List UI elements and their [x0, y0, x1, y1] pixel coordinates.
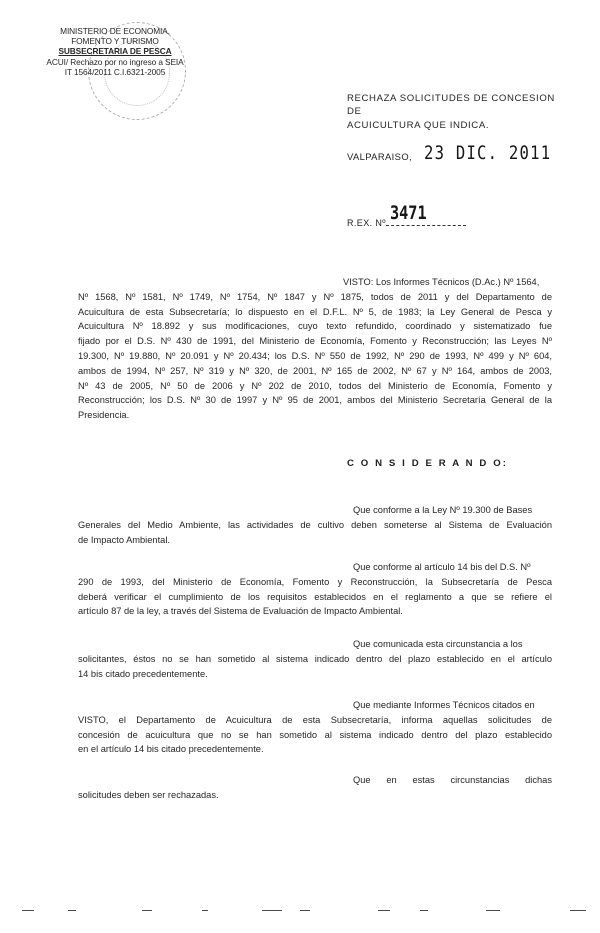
- considerando-line: Que conforme a la Ley Nº 19.300 de Bases: [353, 505, 533, 515]
- considerando-line: 14 bis citado precedentemente.: [78, 668, 208, 679]
- header-line-ministry: MINISTERIO DE ECONOMIA,: [60, 26, 170, 36]
- scan-mark: [262, 910, 282, 911]
- scan-mark: [142, 910, 152, 911]
- considerando-line: en el artículo 14 bis citado precedentemente.: [78, 744, 264, 755]
- resolution-number-underline: [386, 225, 466, 226]
- title-line-2: ACUICULTURA QUE INDICA.: [347, 119, 490, 131]
- resolution-number: 3471: [390, 202, 427, 224]
- scan-mark: [22, 910, 34, 911]
- visto-line: Acuicultura Nº 18.892 y sus modificaciones, cuyo texto refundido, coordinado y sistematizado fue: [78, 321, 552, 332]
- considerando-line: Que mediante Informes Técnicos citados en: [353, 700, 535, 710]
- visto-line: ambos de 1994, Nº 257, Nº 319 y Nº 320, de 2001, Nº 165 de 2002, Nº 67 y Nº 164, ambos de 2003,: [78, 365, 552, 376]
- header-line-case-number: IT 1564/2011 C.I.6321-2005: [64, 66, 166, 77]
- scan-mark: [378, 910, 390, 911]
- visto-paragraph: [78, 275, 552, 423]
- scan-mark: [68, 910, 76, 911]
- considerando-paragraph-4: [78, 698, 552, 757]
- header-line-reference: ACUI/ Rechazo por no ingreso a SEIA: [46, 56, 184, 67]
- visto-line: VISTO: Los Informes Técnicos (D.Ac.) Nº 1564,: [343, 277, 540, 287]
- scan-mark: [570, 910, 586, 911]
- stamped-date: 23 DIC. 2011: [424, 142, 552, 164]
- considerando-line: deberá verificar el cumplimiento de los requisitos establecidos en el reglamento a que se refiere el: [78, 591, 552, 602]
- considerando-line: Que conforme al artículo 14 bis del D.S. Nº: [353, 562, 531, 572]
- visto-line: Nº 43 de 2005, Nº 50 de 2006 y Nº 202 de 2010, todos del Ministerio de Economía, Fomento y: [78, 380, 552, 391]
- visto-line: Presidencia.: [78, 410, 130, 421]
- considerando-line: VISTO, el Departamento de Acuicultura de esta Subsecretaría, informa aquellas solicitudes de: [78, 714, 552, 725]
- scan-mark: [486, 910, 500, 911]
- place-label: VALPARAISO,: [347, 151, 413, 162]
- visto-line: Acuicultura de esta Subsecretaría; lo dispuesto en el D.F.L. Nº 5, de 1983; la Ley General de Pesca y: [78, 306, 552, 317]
- title-line-1: RECHAZA SOLICITUDES DE CONCESION DE: [347, 93, 555, 118]
- header-line-ministry-2: FOMENTO Y TURISMO: [71, 36, 159, 47]
- scan-edge-marks: [0, 910, 600, 914]
- scan-mark: [420, 910, 428, 911]
- considerando-paragraph-5: [78, 773, 552, 803]
- considerando-line: solicitudes deben ser rechazadas.: [78, 789, 219, 800]
- considerando-line: Que en estas circunstancias dichas: [353, 775, 552, 785]
- visto-line: Reconstrucción; los D.S. Nº 30 de 1997 y Nº 95 de 2001, ambos del Ministerio Secretaría General de la: [78, 395, 552, 406]
- visto-line: Nº 1568, Nº 1581, Nº 1749, Nº 1754, Nº 1847 y Nº 1875, todos de 2011 y del Departamento de: [78, 291, 552, 302]
- scan-mark: [202, 910, 208, 911]
- considerando-line: artículo 87 de la ley, a través del Sistema de Evaluación de Impacto Ambiental.: [78, 606, 403, 617]
- considerando-line: solicitantes, éstos no se han sometido al sistema indicado dentro del plazo establecido en el artículo: [78, 653, 552, 664]
- considerando-paragraph-2: [78, 560, 552, 619]
- considerando-paragraph-1: [78, 503, 552, 547]
- resolution-label: R.EX. Nº: [347, 218, 386, 228]
- visto-line: 19.300, Nº 19.880, Nº 20.091 y Nº 20.434; los D.S. Nº 550 de 1992, Nº 290 de 1993, Nº 499 y Nº 604,: [78, 350, 552, 361]
- resolution-title: [347, 92, 567, 132]
- considerando-heading: C O N S I D E R A N D O:: [347, 458, 509, 469]
- considerando-line: 290 de 1993, del Ministerio de Economía, Fomento y Reconstrucción, la Subsecretaría de Pesca: [78, 576, 552, 587]
- considerando-line: de Impacto Ambiental.: [78, 534, 170, 545]
- scan-mark: [300, 910, 310, 911]
- considerando-line: concesión de acuicultura que no se han sometido al sistema indicado dentro del plazo establecido: [78, 729, 552, 740]
- considerando-paragraph-3: [78, 637, 552, 681]
- visto-line: fijado por el D.S. Nº 430 de 1991, del Ministerio de Economía, Fomento y Reconstrucción; las Leyes Nº: [78, 336, 552, 347]
- considerando-line: Generales del Medio Ambiente, las actividades de cultivo deben someterse al Sistema de Evaluación: [78, 519, 552, 530]
- header-line-subsecretaria: SUBSECRETARIA DE PESCA: [58, 46, 172, 57]
- considerando-line: Que comunicada esta circunstancia a los: [353, 639, 523, 649]
- ministry-header: [40, 26, 190, 77]
